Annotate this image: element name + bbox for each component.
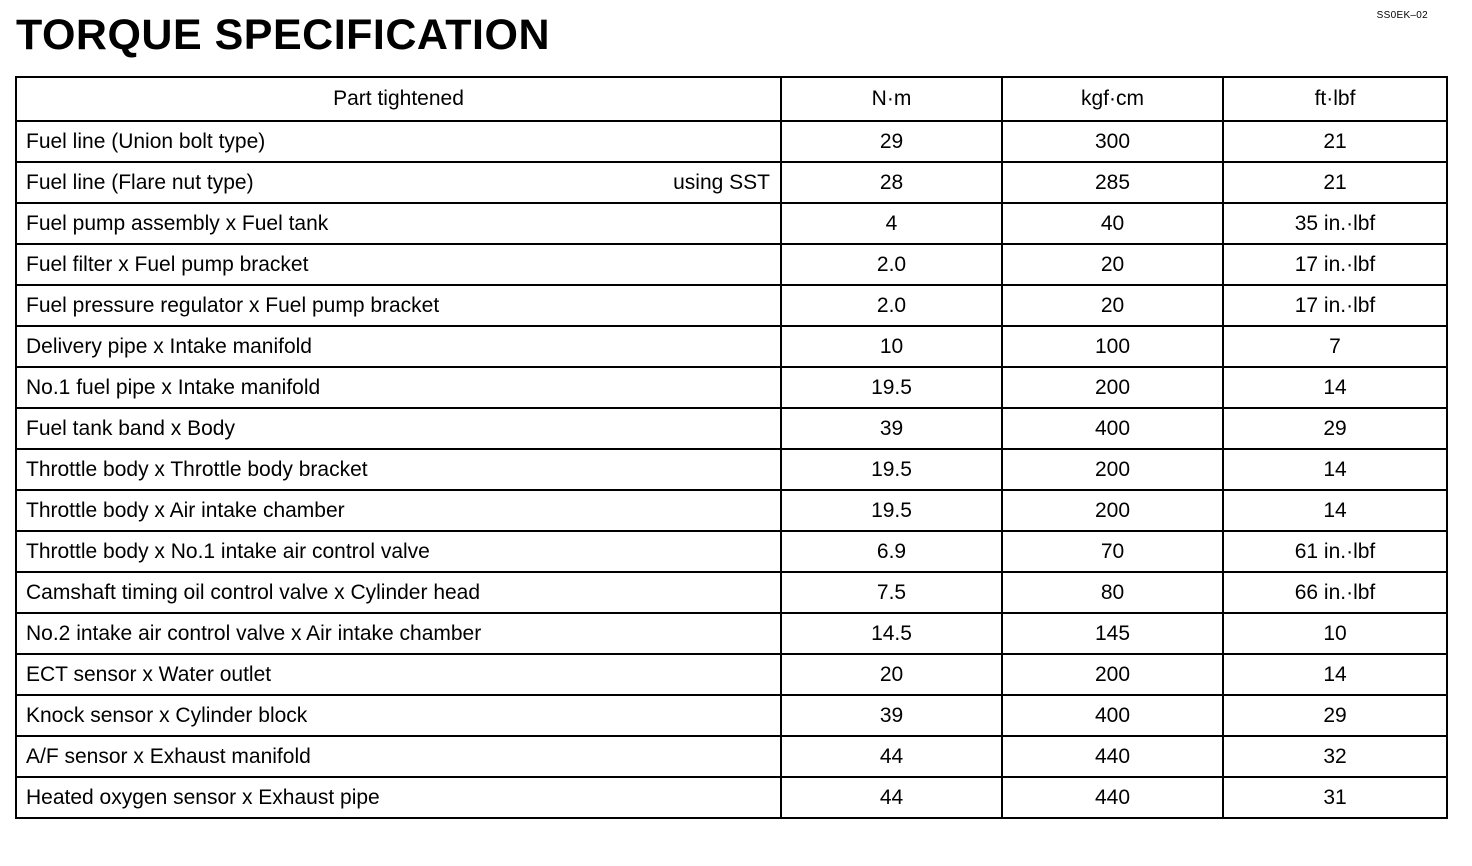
- part-name: Throttle body x Throttle body bracket: [26, 457, 368, 481]
- torque-kgf-cm-cell: 400: [1002, 408, 1223, 449]
- torque-ft-lbf-cell: 14: [1223, 654, 1447, 695]
- torque-kgf-cm-cell: 400: [1002, 695, 1223, 736]
- torque-nm-cell: 28: [781, 162, 1002, 203]
- torque-kgf-cm-cell: 200: [1002, 490, 1223, 531]
- part-cell: [16, 531, 781, 572]
- torque-ft-lbf-cell: 21: [1223, 162, 1447, 203]
- part-cell: [16, 121, 781, 162]
- torque-ft-lbf-cell: 14: [1223, 367, 1447, 408]
- torque-nm-cell: 14.5: [781, 613, 1002, 654]
- part-cell: [16, 203, 781, 244]
- torque-nm-cell: 2.0: [781, 285, 1002, 326]
- torque-ft-lbf-cell: 29: [1223, 695, 1447, 736]
- part-cell: [16, 244, 781, 285]
- part-cell: [16, 613, 781, 654]
- torque-ft-lbf-cell: 21: [1223, 121, 1447, 162]
- torque-ft-lbf-cell: 10: [1223, 613, 1447, 654]
- torque-kgf-cm-cell: 20: [1002, 285, 1223, 326]
- table-row: [16, 162, 1447, 203]
- torque-kgf-cm-cell: 200: [1002, 367, 1223, 408]
- table-row: [16, 490, 1447, 531]
- torque-ft-lbf-cell: 29: [1223, 408, 1447, 449]
- part-cell: [16, 572, 781, 613]
- part-cell: [16, 408, 781, 449]
- table-row: [16, 736, 1447, 777]
- part-name: Throttle body x Air intake chamber: [26, 498, 345, 522]
- table-row: [16, 121, 1447, 162]
- torque-nm-cell: 4: [781, 203, 1002, 244]
- part-cell: [16, 162, 781, 203]
- part-name: Heated oxygen sensor x Exhaust pipe: [26, 785, 380, 809]
- torque-kgf-cm-cell: 300: [1002, 121, 1223, 162]
- document-code: SS0EK–02: [1376, 10, 1428, 21]
- torque-kgf-cm-cell: 440: [1002, 736, 1223, 777]
- torque-kgf-cm-cell: 40: [1002, 203, 1223, 244]
- part-note: using SST: [673, 170, 770, 194]
- part-name: A/F sensor x Exhaust manifold: [26, 744, 311, 768]
- torque-kgf-cm-cell: 80: [1002, 572, 1223, 613]
- part-cell: [16, 490, 781, 531]
- part-name: No.2 intake air control valve x Air intake chamber: [26, 621, 482, 645]
- torque-kgf-cm-cell: 200: [1002, 449, 1223, 490]
- torque-nm-cell: 19.5: [781, 490, 1002, 531]
- torque-ft-lbf-cell: 61 in.·lbf: [1223, 531, 1447, 572]
- part-name: Fuel line (Union bolt type): [26, 129, 266, 153]
- table-row: [16, 777, 1447, 818]
- torque-ft-lbf-cell: 31: [1223, 777, 1447, 818]
- table-row: [16, 572, 1447, 613]
- part-name: Fuel filter x Fuel pump bracket: [26, 252, 309, 276]
- part-cell: [16, 654, 781, 695]
- table-row: [16, 695, 1447, 736]
- torque-ft-lbf-cell: 66 in.·lbf: [1223, 572, 1447, 613]
- torque-ft-lbf-cell: 14: [1223, 490, 1447, 531]
- part-name: Camshaft timing oil control valve x Cylinder head: [26, 580, 481, 604]
- part-cell: [16, 695, 781, 736]
- torque-kgf-cm-cell: 200: [1002, 654, 1223, 695]
- part-name: Delivery pipe x Intake manifold: [26, 334, 312, 358]
- table-row: [16, 367, 1447, 408]
- part-cell: [16, 367, 781, 408]
- table-row: [16, 408, 1447, 449]
- part-name: Throttle body x No.1 intake air control valve: [26, 539, 430, 563]
- part-name: ECT sensor x Water outlet: [26, 662, 272, 686]
- part-name: Knock sensor x Cylinder block: [26, 703, 308, 727]
- part-name: Fuel tank band x Body: [26, 416, 235, 440]
- table-row: [16, 203, 1447, 244]
- torque-nm-cell: 20: [781, 654, 1002, 695]
- table-row: [16, 244, 1447, 285]
- torque-nm-cell: 44: [781, 736, 1002, 777]
- part-name: Fuel pressure regulator x Fuel pump bracket: [26, 293, 440, 317]
- part-cell: [16, 449, 781, 490]
- torque-ft-lbf-cell: 7: [1223, 326, 1447, 367]
- part-name: Fuel pump assembly x Fuel tank: [26, 211, 329, 235]
- part-cell: [16, 736, 781, 777]
- torque-nm-cell: 39: [781, 695, 1002, 736]
- header-ft-lbf: ft·lbf: [1223, 77, 1447, 121]
- part-name: No.1 fuel pipe x Intake manifold: [26, 375, 321, 399]
- table-row: [16, 654, 1447, 695]
- torque-ft-lbf-cell: 14: [1223, 449, 1447, 490]
- torque-ft-lbf-cell: 17 in.·lbf: [1223, 244, 1447, 285]
- page-title: TORQUE SPECIFICATION: [16, 11, 550, 59]
- table-header-row: [16, 77, 1447, 121]
- torque-nm-cell: 29: [781, 121, 1002, 162]
- torque-kgf-cm-cell: 145: [1002, 613, 1223, 654]
- torque-kgf-cm-cell: 20: [1002, 244, 1223, 285]
- table-row: [16, 326, 1447, 367]
- header-nm: N·m: [781, 77, 1002, 121]
- torque-nm-cell: 19.5: [781, 367, 1002, 408]
- part-cell: [16, 326, 781, 367]
- table-row: [16, 285, 1447, 326]
- torque-ft-lbf-cell: 32: [1223, 736, 1447, 777]
- torque-nm-cell: 7.5: [781, 572, 1002, 613]
- table-row: [16, 613, 1447, 654]
- header-part-tightened: Part tightened: [16, 77, 781, 121]
- torque-nm-cell: 10: [781, 326, 1002, 367]
- torque-kgf-cm-cell: 100: [1002, 326, 1223, 367]
- torque-nm-cell: 6.9: [781, 531, 1002, 572]
- torque-kgf-cm-cell: 285: [1002, 162, 1223, 203]
- torque-nm-cell: 39: [781, 408, 1002, 449]
- torque-nm-cell: 19.5: [781, 449, 1002, 490]
- part-name: Fuel line (Flare nut type): [26, 170, 254, 194]
- torque-ft-lbf-cell: 17 in.·lbf: [1223, 285, 1447, 326]
- torque-kgf-cm-cell: 440: [1002, 777, 1223, 818]
- torque-ft-lbf-cell: 35 in.·lbf: [1223, 203, 1447, 244]
- part-cell: [16, 777, 781, 818]
- torque-spec-table: [15, 76, 1448, 819]
- torque-kgf-cm-cell: 70: [1002, 531, 1223, 572]
- table-row: [16, 449, 1447, 490]
- part-cell: [16, 285, 781, 326]
- header-kgf-cm: kgf·cm: [1002, 77, 1223, 121]
- torque-nm-cell: 2.0: [781, 244, 1002, 285]
- table-row: [16, 531, 1447, 572]
- table-body: [16, 121, 1447, 818]
- torque-nm-cell: 44: [781, 777, 1002, 818]
